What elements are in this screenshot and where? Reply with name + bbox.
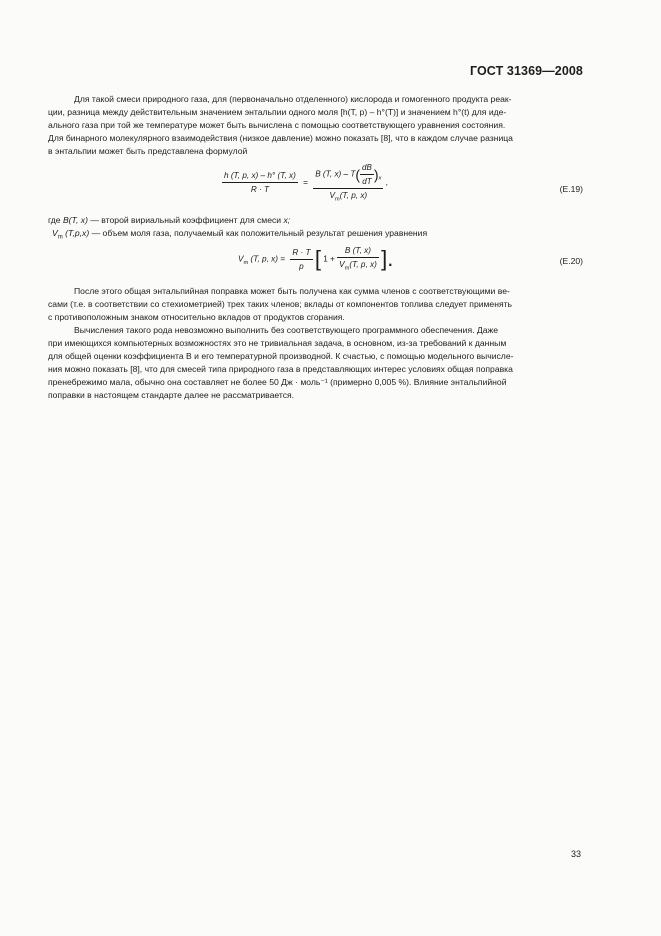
definition-vm [48,227,583,245]
formula-e19 [222,163,388,203]
derivative-denominator: dT [362,177,372,186]
formula-trailing-comma: , [385,178,388,187]
text-line: ции, разница между действительным значением энтальпии одного моля [h(T, p) – h°(T)] и значением h°(t) для иде- [48,107,507,117]
e20-frac2-den [337,258,379,272]
text-line: ния можно показать [8], что для смесей типа природного газа в представляющих интерес условиях общая поправка [48,364,513,374]
text-line: Вычисления такого рода невозможно выполнить без соответствующего программного обеспечения. Даже [74,325,499,335]
rhs-den-var: V [329,191,335,200]
e20-frac2-den-v: V [339,260,345,270]
e20-frac1-num: R · T [290,248,312,260]
rhs-numerator-term: B (T, x) – T [315,169,356,179]
e20-frac1 [290,248,312,271]
lhs-fraction [222,171,298,194]
variable-definitions [48,214,583,245]
var-v-args: (T,p,x) [65,228,90,238]
paragraph-total-correction [48,285,583,402]
text-line: при имеющихся компьютерных возможностях это не тривиальная задача, в основном, из-за требований к данным [48,338,507,348]
e20-lhs-args: (T, p, x) = [250,254,286,264]
var-v-sub: m [57,234,63,241]
var-v: V [52,228,58,238]
where-word: где [48,215,61,225]
text-line: с противоположным знаком относительно вкладов от продуктов сгорания. [48,312,345,322]
rhs-numerator: B (T, x) – T( $\frac{dB}{dT}$ )$_x$ [313,163,383,189]
e20-one-plus: 1 + [323,254,335,264]
e20-frac1-den: p [299,261,304,271]
paragraph-intro [48,93,583,158]
derivative-fraction [360,163,374,186]
derivative-numerator: dB [360,163,374,175]
var-b: B(T, x) [62,215,88,225]
text-line: Для такой смеси природного газа, для (первоначально отделенного) кислорода и гомогенного продукта реак- [74,94,512,104]
text-line: поправки в настоящем стандарте далее не рассматривается. [48,390,295,400]
e20-frac2-den-args: (T, p, x) [349,260,377,270]
text-line: пренебрежимо мала, обычно она составляет не более 50 Дж · моль⁻¹ (примерно 0,005 %). Влияние энтальпийной [48,377,507,387]
e20-bracket-close: ]. [381,246,394,271]
page-number: 33 [570,849,581,859]
derivative-subscript: x [378,175,382,182]
equation-number-e20: (Е.20) [559,256,583,266]
rhs-den-args: (T, p, x) [339,191,368,200]
e20-frac2-den-sub: m [344,265,350,272]
text-line: сами (т.е. в соответствии со стехиометрией) трех таких членов; вклады от компонентов топлива следует применять [48,299,513,309]
e20-frac2 [337,246,379,272]
definition-b-text: — второй вириальный коэффициент для смеси [90,215,282,225]
text-line: для общей оценки коэффициента B и его температурной производной. К счастью, с помощью модельного вычисле- [48,351,514,361]
e20-lhs-sub: m [243,259,249,266]
text-line: ального газа при той же температуре может быть вычислена с помощью соответствующего уравнения состояния. [48,120,506,130]
text-line: Для бинарного молекулярного взаимодействия (низкое давление) можно показать [8], что в каждом случае разница [48,133,513,143]
var-x: x; [283,215,291,225]
e20-frac2-num: B (T, x) [337,246,379,258]
lhs-denominator: R · T [250,185,270,195]
rhs-denominator [313,189,383,203]
rhs-fraction [313,163,383,203]
document-code-header: ГОСТ 31369—2008 [469,64,583,78]
e20-bracket-open: [ [314,246,321,271]
lhs-numerator: h (T, p, x) – h° (T, x) [222,171,298,183]
definition-vm-text: — объем моля газа, получаемый как положительный результат решения уравнения [91,228,428,238]
definition-b [48,214,583,227]
text-line: После этого общая энтальпийная поправка может быть получена как сумма членов с соответствующими ве- [74,286,510,296]
rhs-den-sub: m [334,196,340,203]
text-line: в энтальпии может быть представлена формулой [48,146,248,156]
equals-sign: = [303,178,308,187]
formula-e20 [238,246,393,272]
e20-lhs-var: V [238,254,244,264]
equation-number-e19: (Е.19) [559,184,583,194]
